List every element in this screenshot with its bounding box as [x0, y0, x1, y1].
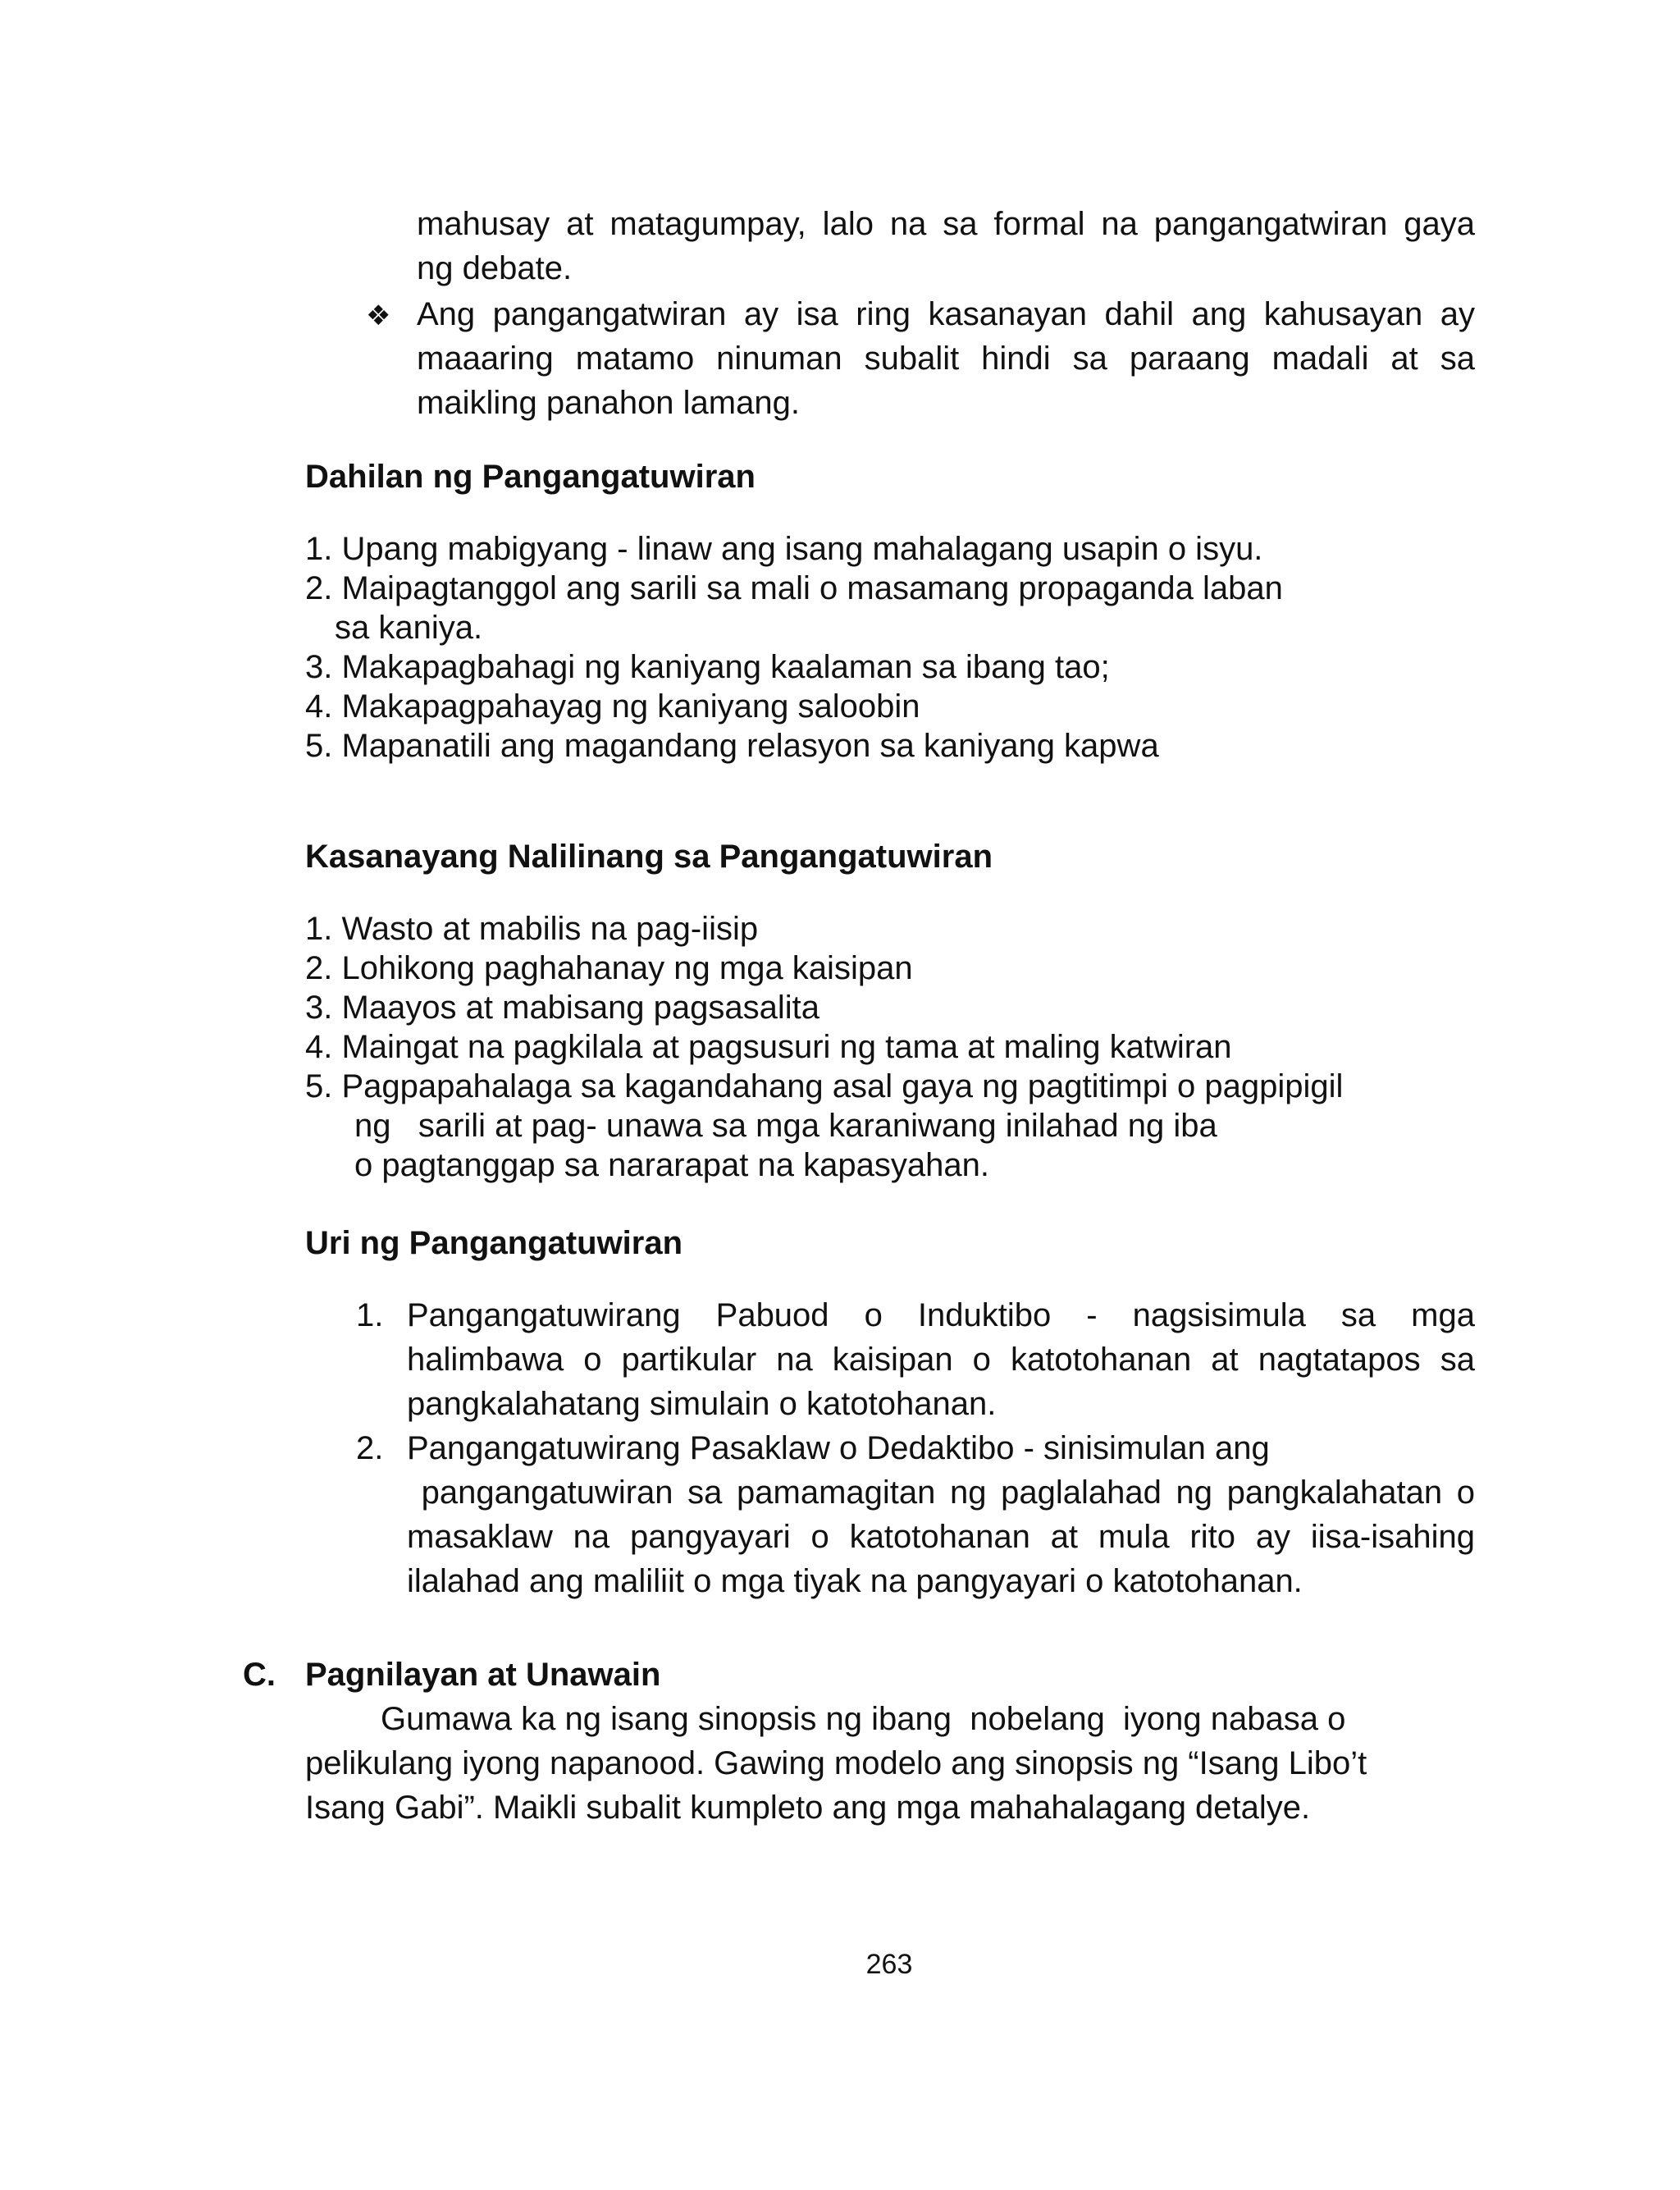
list-item: 2. Lohikong paghahanay ng mga kaisipan: [305, 950, 913, 986]
list-item-continuation: ng sarili at pag- unawa sa mga karaniwang inilahad ng iba: [354, 1108, 1217, 1144]
intro-continuation-line: ng debate.: [417, 250, 573, 286]
list-item: 1. Wasto at mabilis na pag-iisip: [305, 911, 759, 947]
section-heading-kasanayan: Kasanayang Nalilinang sa Pangangatuwiran: [305, 839, 993, 875]
page-number: 263: [865, 1949, 913, 1980]
uri-item-line: ilalahad ang maliliit o mga tiyak na pangyayari o katotohanan.: [407, 1563, 1303, 1599]
body-paragraph-line: pelikulang iyong napanood. Gawing modelo ang sinopsis ng “Isang Libo’t: [305, 1745, 1367, 1781]
list-item: 5. Pagpapahalaga sa kagandahang asal gaya ng pagtitimpi o pagpipigil: [305, 1068, 1344, 1104]
uri-item-line: pangangatuwiran sa pamamagitan ng paglalahad ng pangkalahatan o: [407, 1474, 1475, 1511]
section-heading-uri: Uri ng Pangangatuwiran: [305, 1225, 683, 1261]
uri-item-line: pangkalahatang simulain o katotohanan.: [407, 1386, 997, 1422]
section-label-c: C.: [243, 1657, 276, 1693]
uri-item-line: masaklaw na pangyayari o katotohanan at mula rito ay iisa-isahing: [407, 1519, 1475, 1555]
section-heading-pagnilayan: Pagnilayan at Unawain: [305, 1657, 661, 1693]
uri-item-line: Pangangatuwirang Pasaklaw o Dedaktibo - sinisimulan ang: [407, 1430, 1270, 1466]
list-number: 1.: [356, 1297, 384, 1333]
list-item: 3. Makapagbahagi ng kaniyang kaalaman sa ibang tao;: [305, 649, 1110, 685]
section-heading-dahilan: Dahilan ng Pangangatuwiran: [305, 459, 756, 495]
uri-item-line: Pangangatuwirang Pabuod o Induktibo - nagsisimula sa mga: [407, 1297, 1475, 1333]
list-item: 5. Mapanatili ang magandang relasyon sa kaniyang kapwa: [305, 728, 1159, 764]
list-item: 1. Upang mabigyang - linaw ang isang mahalagang usapin o isyu.: [305, 531, 1263, 567]
diamond-bullet-icon: ❖: [366, 299, 391, 332]
list-item: 3. Maayos at mabisang pagsasalita: [305, 990, 820, 1026]
list-item: 2. Maipagtanggol ang sarili sa mali o masamang propaganda laban: [305, 570, 1283, 606]
list-item-continuation: sa kaniya.: [335, 610, 483, 646]
uri-item-line: halimbawa o partikular na kaisipan o katotohanan at nagtatapos sa: [407, 1342, 1475, 1378]
body-paragraph-line: Gumawa ka ng isang sinopsis ng ibang nobelang iyong nabasa o: [381, 1701, 1346, 1737]
bullet-paragraph-line: Ang pangangatwiran ay isa ring kasanayan dahil ang kahusayan ay: [417, 296, 1475, 332]
bullet-paragraph-line: maaaring matamo ninuman subalit hindi sa paraang madali at sa: [417, 341, 1475, 377]
bullet-paragraph-line: maikling panahon lamang.: [417, 385, 800, 421]
list-number: 2.: [356, 1430, 384, 1466]
intro-continuation-line: mahusay at matagumpay, lalo na sa formal na pangangatwiran gaya: [417, 206, 1475, 242]
list-item: 4. Makapagpahayag ng kaniyang saloobin: [305, 688, 920, 725]
list-item-continuation: o pagtanggap sa nararapat na kapasyahan.: [354, 1147, 989, 1183]
body-paragraph-line: Isang Gabi”. Maikli subalit kumpleto ang mga mahahalagang detalye.: [305, 1790, 1311, 1826]
list-item: 4. Maingat na pagkilala at pagsusuri ng tama at maling katwiran: [305, 1029, 1232, 1065]
